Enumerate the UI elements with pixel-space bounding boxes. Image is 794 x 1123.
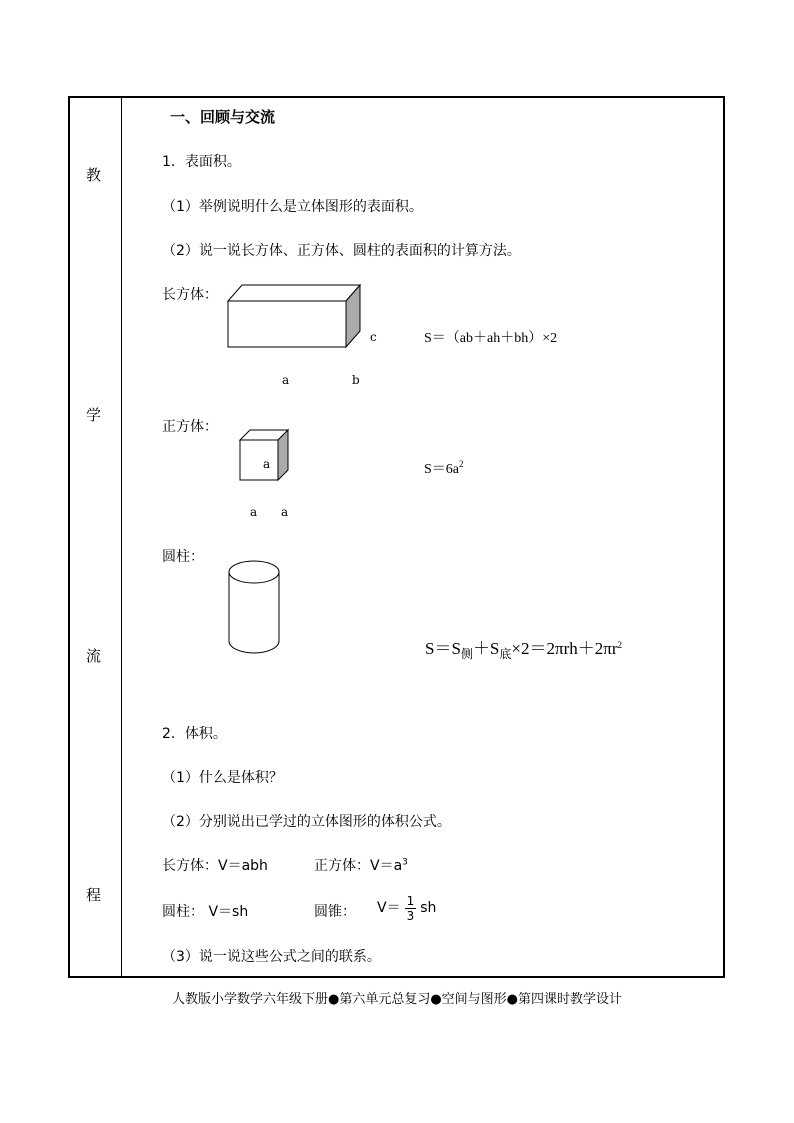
- cube-surface-formula: [424, 458, 464, 478]
- cube-drawing: [238, 428, 292, 484]
- cyl-f-bottom: 底: [499, 647, 512, 661]
- cone-fraction-num: 1: [406, 893, 415, 908]
- cuboid-dim-c: c: [370, 330, 377, 344]
- cone-fraction: [405, 894, 417, 923]
- cone-volume-formula: [377, 892, 436, 924]
- cube-dim-a1: a: [250, 505, 258, 519]
- cube-volume-exp: 3: [402, 857, 408, 868]
- column-divider: [121, 96, 122, 978]
- cube-volume-formula: [314, 855, 408, 875]
- cyl-f-plus: ＋S: [472, 639, 500, 658]
- cube-dim-a2: a: [281, 505, 289, 519]
- cube-formula-base: S＝6a: [424, 462, 459, 477]
- page-footer: 人教版小学数学六年级下册●第六单元总复习●空间与图形●第四课时教学设计: [171, 992, 623, 1007]
- cuboid-volume-formula: 长方体：V＝abh: [162, 858, 268, 874]
- cuboid-surface-formula: S＝（ab＋ah＋bh）×2: [424, 331, 558, 346]
- cube-face-dim: a: [263, 457, 271, 471]
- volume-heading: 2．体积。: [162, 726, 227, 742]
- table-frame: [68, 96, 725, 978]
- cone-fraction-den: 3: [406, 908, 415, 923]
- surface-question-2: （2）说一说长方体、正方体、圆柱的表面积的计算方法。: [162, 243, 521, 259]
- cyl-f-rest: ×2＝2πrh＋2πr: [511, 639, 618, 658]
- cone-v: V＝: [377, 900, 401, 916]
- surface-question-1: （1）举例说明什么是立体图形的表面积。: [162, 199, 423, 215]
- cube-volume-base: 正方体：V＝a: [314, 858, 403, 874]
- cone-volume-label: 圆锥：: [314, 904, 356, 920]
- volume-question-3: （3）说一说这些公式之间的联系。: [162, 949, 381, 965]
- section-title: 一、回顾与交流: [170, 108, 276, 126]
- side-label-2: 学: [86, 406, 102, 424]
- cyl-f-side: 侧: [460, 647, 473, 661]
- cylinder-drawing: [226, 559, 282, 657]
- cylinder-surface-formula: [425, 634, 622, 662]
- cuboid-drawing: [226, 283, 366, 353]
- cylinder-label: 圆柱：: [162, 549, 204, 565]
- side-label-3: 流: [86, 647, 102, 665]
- cube-label: 正方体：: [162, 419, 218, 435]
- volume-question-1: （1）什么是体积？: [162, 770, 283, 786]
- volume-question-2: （2）分别说出已学过的立体图形的体积公式。: [162, 814, 451, 830]
- cube-formula-exponent: 2: [459, 459, 464, 469]
- side-label-1: 教: [86, 166, 102, 184]
- cylinder-volume-formula: 圆柱： V＝sh: [162, 904, 249, 920]
- cuboid-dim-a: a: [282, 373, 290, 387]
- cyl-f-exp: 2: [617, 640, 622, 650]
- surface-heading: 1．表面积。: [162, 154, 241, 170]
- cyl-f-s: S＝S: [425, 639, 461, 658]
- cuboid-label: 长方体：: [162, 287, 218, 303]
- side-label-4: 程: [86, 886, 102, 904]
- cuboid-dim-b: b: [352, 373, 360, 387]
- cone-sh: sh: [420, 900, 437, 916]
